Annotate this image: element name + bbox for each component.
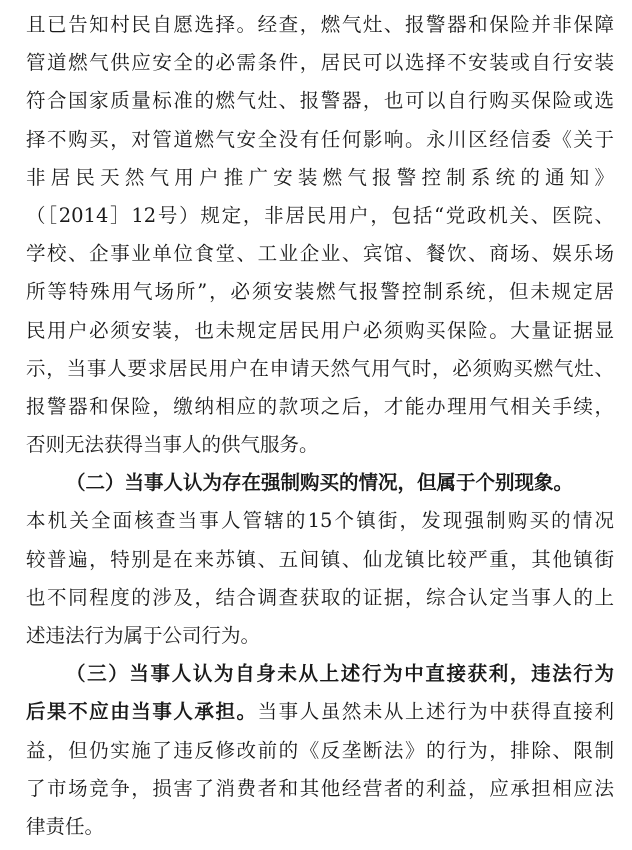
paragraph-3 <box>26 655 614 846</box>
section-heading-continuation: 后果不应由当事人承担。 <box>26 700 258 724</box>
text-line: （［2014］12号）规定，非居民用户，包括“党政机关、医院、 <box>26 203 614 227</box>
section-heading: （二）当事人认为存在强制购买的情况，但属于个别现象。 <box>66 471 574 495</box>
text-line: 也不同程度的涉及，结合调查获取的证据，综合认定当事人的上 <box>26 585 614 609</box>
text-line: 且已告知村民自愿选择。经查，燃气灶、报警器和保险并非保障 <box>26 13 614 36</box>
text-fragment: 当事人虽然未从上述行为中获得直接利 <box>257 700 614 724</box>
text-line: 所等特殊用气场所”，必须安装燃气报警控制系统，但未规定居 <box>26 280 614 304</box>
text-line <box>26 693 614 731</box>
text-line: 择不购买，对管道燃气安全没有任何影响。永川区经信委《关于 <box>26 127 614 151</box>
text-line: 学校、企事业单位食堂、工业企业、宾馆、餐饮、商场、娱乐场 <box>26 242 614 266</box>
text-line: 符合国家质量标准的燃气灶、报警器，也可以自行购买保险或选 <box>26 89 614 113</box>
text-line: 否则无法获得当事人的供气服务。 <box>26 433 319 457</box>
text-line: 民用户必须安装，也未规定居民用户必须购买保险。大量证据显 <box>26 318 614 342</box>
text-line: 益，但仍实施了违反修改前的《反垄断法》的行为，排除、限制 <box>26 738 614 762</box>
text-line: 示，当事人要求居民用户在申请天然气用气时，必须购买燃气灶、 <box>26 356 614 380</box>
text-line: 较普遍，特别是在来苏镇、五间镇、仙龙镇比较严重，其他镇街 <box>26 547 614 571</box>
text-line: 非居民天然气用户推广安装燃气报警控制系统的通知》 <box>26 165 614 189</box>
text-line: 律责任。 <box>26 814 105 838</box>
paragraph-1 <box>26 6 614 464</box>
text-line: 了市场竞争，损害了消费者和其他经营者的利益，应承担相应法 <box>26 776 614 800</box>
text-line: 管道燃气供应安全的必需条件，居民可以选择不安装或自行安装 <box>26 51 614 75</box>
paragraph-2 <box>26 464 614 655</box>
section-heading: （三）当事人认为自身未从上述行为中直接获利，违法行为 <box>66 662 614 686</box>
text-line: 报警器和保险，缴纳相应的款项之后，才能办理用气相关手续， <box>26 394 614 418</box>
text-line: 述违法行为属于公司行为。 <box>26 624 261 647</box>
text-line: 本机关全面核查当事人管辖的15个镇街，发现强制购买的情况 <box>26 509 614 533</box>
